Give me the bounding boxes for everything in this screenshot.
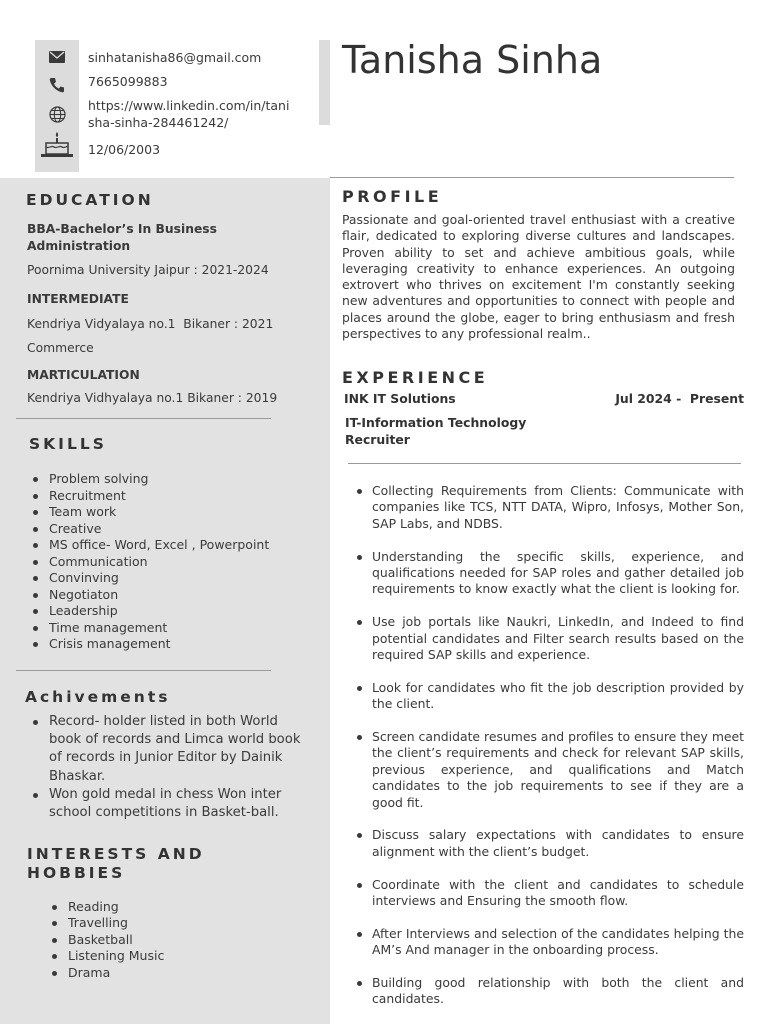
envelope-icon [35,50,79,64]
list-item: Screen candidate resumes and profiles to ensure they meet the client’s requirements and check for relevant SAP skills, previous experience, and qualifications and Match candidates to the job requirements to see if they are a good fit. [372,729,744,810]
phone-icon [35,76,79,94]
linkedin-line-2: sha-sinha-284461242/ [88,115,229,130]
matriculation-heading: MARTICULATION [27,368,140,382]
date-of-birth: 12/06/2003 [88,142,161,157]
list-item: Problem solving [49,471,269,488]
education-title: EDUCATION [26,191,154,209]
linkedin-line-1: https://www.linkedin.com/in/tani [88,98,290,113]
list-item: Drama [68,965,164,981]
list-item: Listening Music [68,948,165,964]
interests-title-line-2: HOBBIES [27,864,126,882]
job-title [345,415,545,448]
list-item: Won gold medal in chess Won inter school competitions in Basket-ball. [49,786,309,822]
achievements-title: Achivements [25,688,171,706]
linkedin-link[interactable] [88,97,289,131]
list-item: Leadership [49,603,269,620]
list-item: MS office- Word, Excel , Powerpoint [49,537,270,552]
birthday-cake-icon [35,130,79,160]
education-divider [16,418,271,419]
list-item: Communication [49,554,269,571]
matriculation-school: Kendriya Vidhyalaya no.1 Bikaner : 2019 [27,391,278,405]
intermediate-stream: Commerce [27,341,94,355]
job-title-line-1: IT-Information Technology [345,415,527,430]
experience-divider [348,463,741,464]
list-item: Basketball [68,932,164,948]
job-company: INK IT Solutions [344,391,456,406]
skills-title: SKILLS [29,435,107,453]
globe-icon [35,105,79,123]
intermediate-heading: INTERMEDIATE [27,292,129,306]
name-accent-bar [319,40,330,125]
list-item: Discuss salary expectations with candidates to ensure alignment with the client’s budget. [372,827,744,859]
list-item: Creative [49,521,269,538]
job-dates: Jul 2024 - Present [615,391,744,406]
list-item: Coordinate with the client and candidates to schedule interviews and Ensuring the smooth flow. [372,876,744,909]
list-item: Crisis management [49,636,269,653]
degree-line-1: BBA-Bachelor’s In Business [27,222,217,236]
list-item: Record- holder listed in both World book of records and Limca world book of records in Junior Editor by Dainik Bhaskar. [49,713,309,786]
achievements-list [49,713,309,822]
interests-title [27,845,205,883]
degree-line-2: Administration [27,239,131,253]
interests-title-line-1: INTERESTS AND [27,845,205,863]
header-divider [330,177,734,178]
experience-title: EXPERIENCE [342,368,489,387]
interests-list [68,899,164,981]
list-item: Use job portals like Naukri, LinkedIn, and Indeed to find potential candidates and Filter search results based on the required SAP skills and experience. [372,614,744,663]
list-item: Travelling [68,915,164,931]
email-text[interactable]: sinhatanisha86@gmail.com [88,50,262,65]
list-item: Look for candidates who fit the job description provided by the client. [372,679,744,712]
list-item: Team work [49,504,269,521]
university-text: Poornima University Jaipur : 2021-2024 [27,263,269,277]
degree-name [27,221,217,255]
list-item: Convinving [49,570,269,587]
list-item: Collecting Requirements from Clients: Communicate with companies like TCS, NTT DATA, Wipro, Infosys, Mother Son, SAP Labs, and NDBS. [372,483,744,531]
job-title-line-2: Recruiter [345,431,410,447]
list-item: After Interviews and selection of the candidates helping the AM’s And manager in the onboarding process. [372,925,744,958]
list-item: Recruitment [49,488,269,505]
phone-text[interactable]: 7665099883 [88,74,168,89]
list-item: Time management [49,620,269,637]
list-item: Negotiaton [49,587,269,604]
duties-list [372,483,744,1024]
profile-text: Passionate and goal-oriented travel enthusiast with a creative flair, dedicated to exploring diverse cultures and landscapes. Proven ability to set and achieve ambitious goals, while leveraging creativity to enhance experiences. An outgoing extrovert who thrives on excitement I'm constantly seeking new adventures and opportunities to connect with people and places around the globe, eager to bring enthusiasm and fresh perspectives to any professional realm.. [342,212,735,342]
list-item: Understanding the specific skills, experience, and qualifications needed for SAP roles and gather detailed job requirements to know exactly what the client is looking for. [372,548,744,597]
list-item: Building good relationship with both the client and candidates. [372,975,744,1007]
profile-title: PROFILE [342,187,443,206]
list-item: Reading [68,899,164,915]
candidate-name: Tanisha Sinha [342,38,603,82]
skills-list [49,471,269,653]
contact-icon-strip [35,40,79,172]
skills-divider [16,670,271,671]
intermediate-school: Kendriya Vidyalaya no.1 Bikaner : 2021 [27,317,274,331]
